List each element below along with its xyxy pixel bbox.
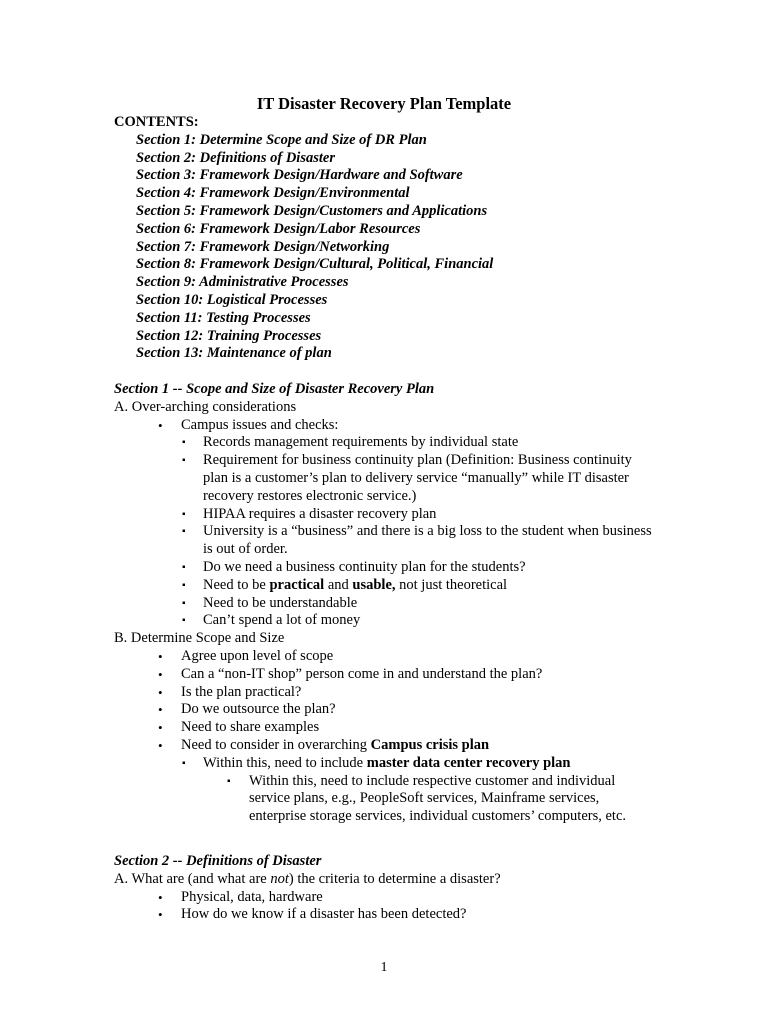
- section-1-b-label: B. Determine Scope and Size: [114, 630, 285, 647]
- page-number: 1: [380, 960, 388, 975]
- square-bullet-icon: ▪: [182, 455, 186, 467]
- section-2-a-label: [114, 871, 654, 889]
- section-2: [114, 853, 654, 924]
- list-item-text: HIPAA requires a disaster recovery plan: [203, 505, 437, 522]
- square-bullet-icon: ▪: [182, 437, 186, 449]
- section-1-a-label: A. Over-arching considerations: [114, 398, 297, 415]
- toc-item: Section 13: Maintenance of plan: [136, 345, 332, 362]
- list-item: [114, 434, 654, 452]
- section-1: [114, 381, 654, 826]
- bullet-icon: •: [158, 684, 163, 700]
- list-item-text: University is a “business” and there is a big loss to the student when business is out of order.: [203, 523, 652, 558]
- list-item: [114, 506, 654, 524]
- bullet-icon: •: [158, 417, 163, 433]
- list-item-text: Can a “non-IT shop” person come in and understand the plan?: [181, 665, 543, 682]
- square-bullet-icon: ▪: [182, 526, 186, 538]
- bold-run: usable,: [352, 576, 396, 593]
- toc-item: Section 4: Framework Design/Environmental: [136, 185, 410, 202]
- list-item-text: Need to share examples: [181, 719, 320, 736]
- contents-heading: CONTENTS:: [114, 114, 199, 130]
- square-bullet-icon: ▪: [227, 775, 231, 787]
- list-item: [114, 648, 654, 666]
- section-2-heading: Section 2 -- Definitions of Disaster: [114, 853, 322, 869]
- list-item-text: Do we need a business continuity plan for the students?: [203, 558, 526, 575]
- list-item-text: Records management requirements by individual state: [203, 434, 519, 451]
- document-title: IT Disaster Recovery Plan Template: [256, 94, 512, 113]
- toc-item: Section 2: Definitions of Disaster: [136, 149, 335, 166]
- list-item-text: Agree upon level of scope: [181, 647, 334, 664]
- text-run: ) the criteria to determine a disaster?: [288, 870, 501, 887]
- list-item: [114, 684, 654, 702]
- text-run: A. What are (and what are: [114, 870, 271, 887]
- list-item: [114, 577, 654, 595]
- bold-run: practical: [269, 576, 325, 593]
- bullet-icon: •: [158, 737, 163, 753]
- bullet-icon: •: [158, 907, 163, 923]
- list-item: [114, 906, 654, 924]
- list-item-text: Do we outsource the plan?: [181, 701, 336, 718]
- list-item: [114, 737, 654, 755]
- list-item: [114, 701, 654, 719]
- bullet-icon: •: [158, 720, 163, 736]
- toc-item: Section 9: Administrative Processes: [136, 274, 349, 291]
- text-run: and: [324, 576, 353, 593]
- list-item: [114, 773, 654, 826]
- list-item-text: Can’t spend a lot of money: [203, 612, 361, 629]
- toc-item: Section 7: Framework Design/Networking: [136, 238, 390, 255]
- text-run: not just theoretical: [395, 576, 508, 593]
- toc-item: Section 10: Logistical Processes: [136, 291, 328, 308]
- list-item-text: Need to be understandable: [203, 594, 358, 611]
- toc-item: Section 8: Framework Design/Cultural, Political, Financial: [136, 256, 494, 273]
- list-item-text: How do we know if a disaster has been detected?: [181, 906, 467, 923]
- text-run: Need to consider in overarching: [181, 736, 371, 753]
- toc-item: Section 5: Framework Design/Customers and Applications: [136, 202, 488, 219]
- bold-run: master data center recovery plan: [366, 754, 571, 771]
- list-item-text: Is the plan practical?: [181, 683, 302, 700]
- list-item-text: Physical, data, hardware: [181, 888, 323, 905]
- list-item: [114, 666, 654, 684]
- list-item: [114, 612, 654, 630]
- text-run: Within this, need to include: [203, 754, 367, 771]
- square-bullet-icon: ▪: [182, 561, 186, 573]
- list-item: [114, 523, 654, 559]
- section-1-heading: Section 1 -- Scope and Size of Disaster Recovery Plan: [114, 381, 435, 397]
- bullet-icon: •: [158, 702, 163, 718]
- bullet-icon: •: [158, 889, 163, 905]
- toc-item: Section 11: Testing Processes: [136, 309, 311, 326]
- list-item: [114, 719, 654, 737]
- list-item-text: Campus issues and checks:: [181, 416, 339, 433]
- square-bullet-icon: ▪: [182, 508, 186, 520]
- square-bullet-icon: ▪: [182, 615, 186, 627]
- toc-item: Section 12: Training Processes: [136, 327, 322, 344]
- toc-item: Section 1: Determine Scope and Size of DR Plan: [136, 131, 427, 148]
- list-item: [114, 595, 654, 613]
- square-bullet-icon: ▪: [182, 579, 186, 591]
- list-item-text: Within this, need to include respective customer and individual service plans, e.g., PeopleSoft services, Mainframe services, enterprise storage services, individual customers’ computers, etc.: [249, 772, 627, 825]
- bullet-icon: •: [158, 648, 163, 664]
- square-bullet-icon: ▪: [182, 597, 186, 609]
- list-item: [114, 755, 654, 773]
- italic-run: not: [270, 870, 289, 887]
- text-run: Need to be: [203, 576, 270, 593]
- list-item: [114, 889, 654, 907]
- list-item: [114, 417, 654, 435]
- toc-item: Section 3: Framework Design/Hardware and Software: [136, 167, 463, 184]
- toc-item: Section 6: Framework Design/Labor Resources: [136, 220, 421, 237]
- list-item: [114, 559, 654, 577]
- square-bullet-icon: ▪: [182, 757, 186, 769]
- list-item-text: Requirement for business continuity plan (Definition: Business continuity plan is a customer’s plan to delivery service “manually” while IT disaster recovery restores electronic service.): [203, 452, 632, 504]
- list-item: [114, 452, 654, 505]
- bullet-icon: •: [158, 666, 163, 682]
- contents-block: [114, 114, 654, 363]
- bold-run: Campus crisis plan: [370, 736, 490, 753]
